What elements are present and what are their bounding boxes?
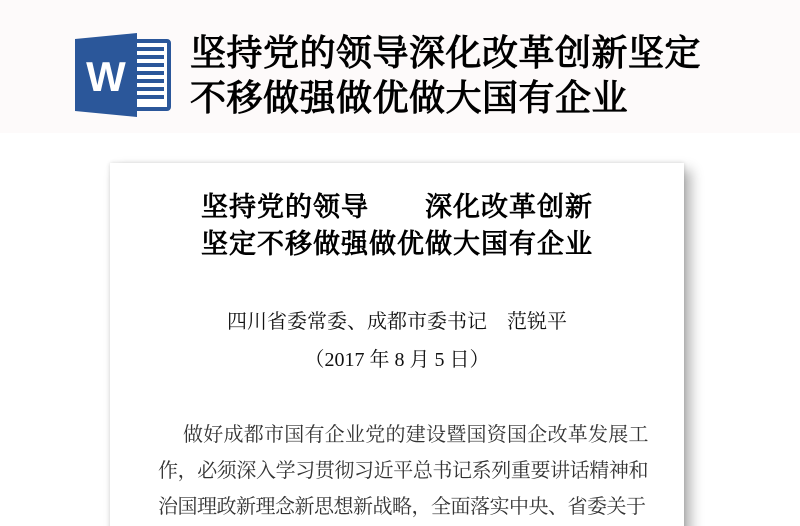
- document-author-line: 四川省委常委、成都市委书记 范锐平: [227, 311, 567, 333]
- page-title-line2: 不移做强做优做大国有企业: [190, 77, 629, 118]
- document-body-paragraph: 做好成都市国有企业党的建设暨国资国企改革发展工作，必须深入学习贯彻习近平总书记系列重要讲话精神和治国理政新理念新思想新战略，全面落实中央、省委关于: [158, 424, 648, 518]
- document-date: （2017 年 8 月 5 日）: [304, 349, 490, 371]
- document-title: [110, 163, 684, 263]
- word-icon-letter: W: [86, 53, 126, 100]
- header: [0, 0, 800, 133]
- document-title-line2: 坚定不移做强做优做大国有企业: [201, 229, 593, 259]
- word-icon: [75, 33, 175, 117]
- page-title: [190, 30, 750, 120]
- document-page[interactable]: [110, 163, 684, 526]
- page-title-line1: 坚持党的领导深化改革创新坚定: [190, 32, 702, 73]
- document-preview-area: [0, 133, 800, 526]
- document-title-line1: 坚持党的领导 深化改革创新: [201, 192, 593, 222]
